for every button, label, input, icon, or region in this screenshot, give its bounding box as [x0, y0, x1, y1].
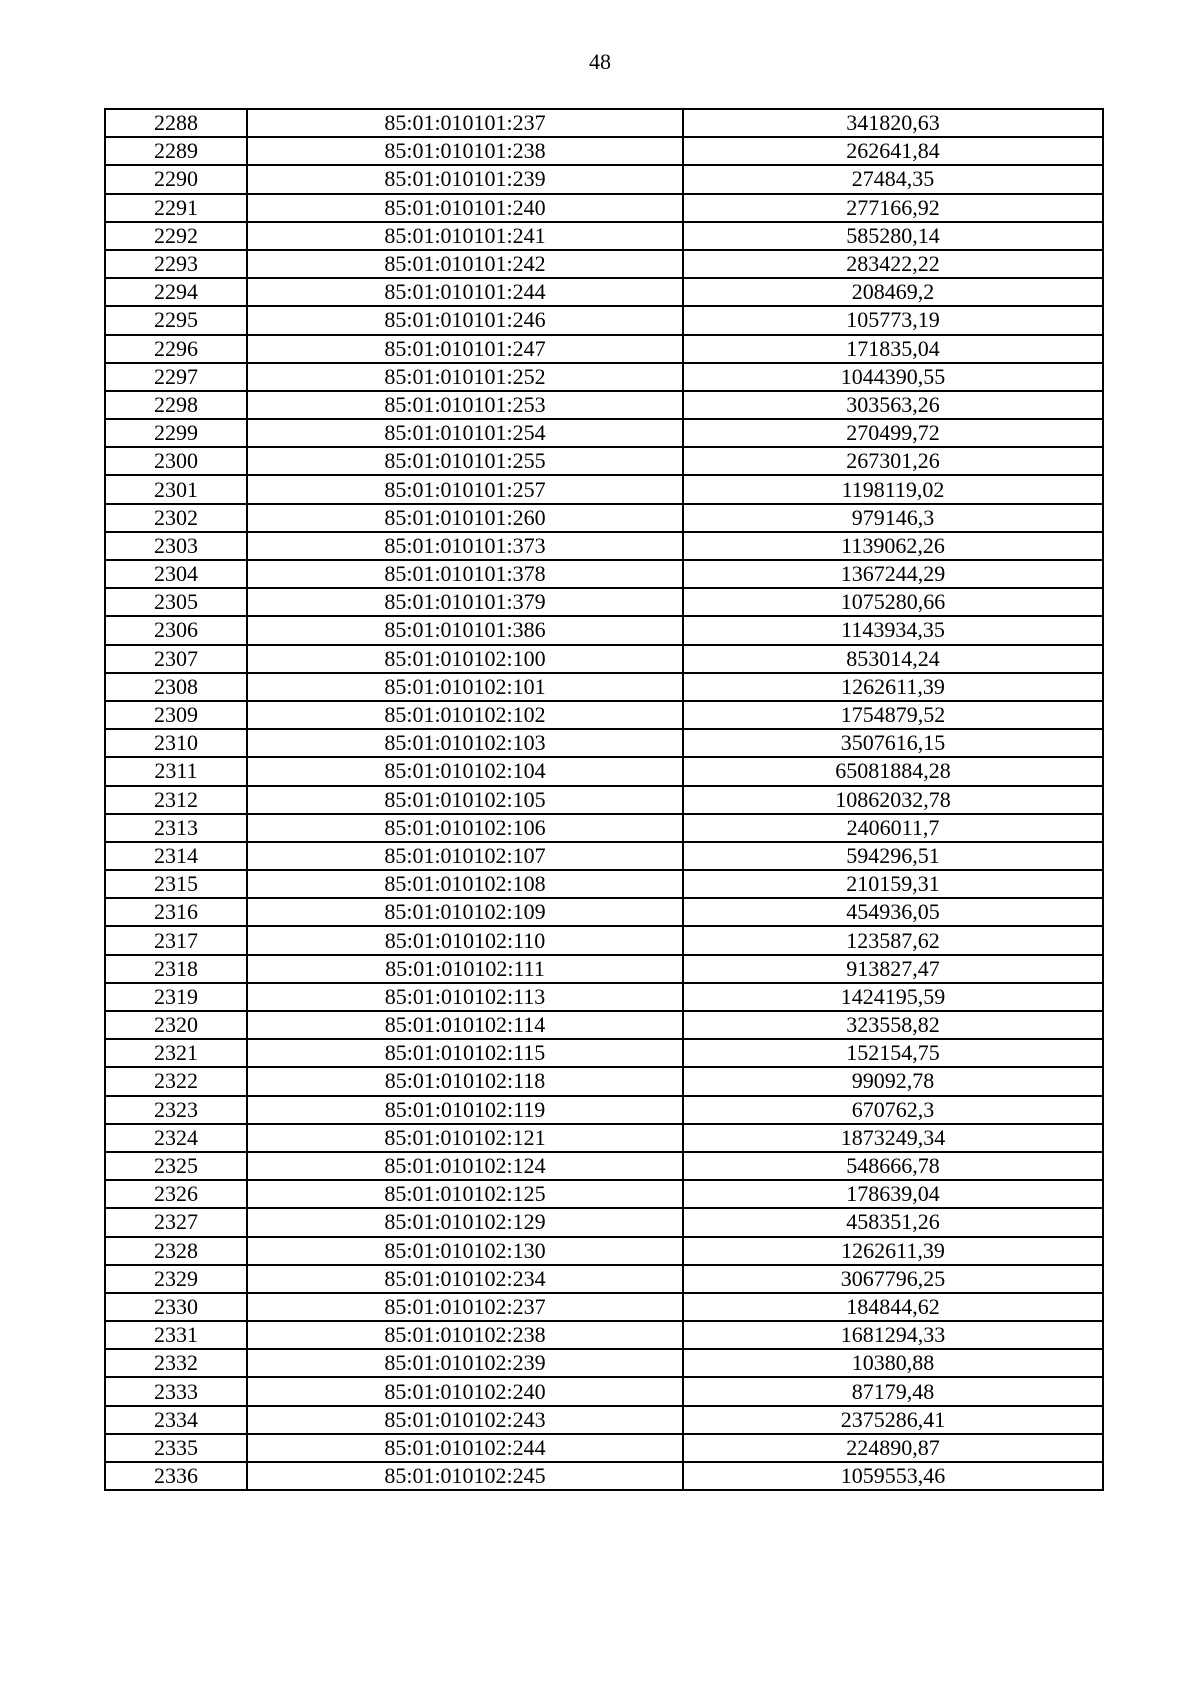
cadastral-number-cell: 85:01:010102:245: [247, 1462, 683, 1490]
cadastral-number-cell: 85:01:010102:103: [247, 729, 683, 757]
table-row: [105, 1265, 1103, 1293]
cadastral-number-cell: 85:01:010102:108: [247, 870, 683, 898]
cadastral-value-cell: 853014,24: [683, 645, 1103, 673]
table-row: [105, 786, 1103, 814]
table-row: [105, 673, 1103, 701]
row-number-cell: 2290: [105, 165, 247, 193]
cadastral-number-cell: 85:01:010102:111: [247, 955, 683, 983]
cadastral-number-cell: 85:01:010102:244: [247, 1434, 683, 1462]
table-row: [105, 898, 1103, 926]
cadastral-number-cell: 85:01:010101:237: [247, 109, 683, 137]
row-number-cell: 2312: [105, 786, 247, 814]
cadastral-value-cell: 1044390,55: [683, 363, 1103, 391]
row-number-cell: 2299: [105, 419, 247, 447]
table-row: [105, 391, 1103, 419]
row-number-cell: 2300: [105, 447, 247, 475]
cadastral-number-cell: 85:01:010102:100: [247, 645, 683, 673]
cadastral-number-cell: 85:01:010101:373: [247, 532, 683, 560]
table-row: [105, 137, 1103, 165]
cadastral-value-cell: 210159,31: [683, 870, 1103, 898]
cadastral-value-cell: 670762,3: [683, 1096, 1103, 1124]
cadastral-number-cell: 85:01:010102:102: [247, 701, 683, 729]
row-number-cell: 2331: [105, 1321, 247, 1349]
table-row: [105, 1208, 1103, 1236]
cadastral-value-cell: 27484,35: [683, 165, 1103, 193]
table-row: [105, 757, 1103, 785]
row-number-cell: 2297: [105, 363, 247, 391]
row-number-cell: 2328: [105, 1237, 247, 1265]
cadastral-value-cell: 208469,2: [683, 278, 1103, 306]
cadastral-value-cell: 2406011,7: [683, 814, 1103, 842]
cadastral-value-cell: 323558,82: [683, 1011, 1103, 1039]
row-number-cell: 2292: [105, 222, 247, 250]
table-row: [105, 532, 1103, 560]
cadastral-value-cell: 178639,04: [683, 1180, 1103, 1208]
table-row: [105, 983, 1103, 1011]
cadastral-number-cell: 85:01:010102:110: [247, 926, 683, 954]
cadastral-number-cell: 85:01:010102:109: [247, 898, 683, 926]
cadastral-value-cell: 594296,51: [683, 842, 1103, 870]
row-number-cell: 2306: [105, 616, 247, 644]
cadastral-value-cell: 1367244,29: [683, 560, 1103, 588]
cadastral-value-table: [104, 108, 1104, 1491]
table-row: [105, 447, 1103, 475]
row-number-cell: 2310: [105, 729, 247, 757]
row-number-cell: 2302: [105, 504, 247, 532]
table-row: [105, 335, 1103, 363]
cadastral-value-cell: 585280,14: [683, 222, 1103, 250]
cadastral-number-cell: 85:01:010101:247: [247, 335, 683, 363]
table-row: [105, 363, 1103, 391]
table-row: [105, 842, 1103, 870]
cadastral-value-cell: 1139062,26: [683, 532, 1103, 560]
table-row: [105, 222, 1103, 250]
cadastral-value-cell: 1262611,39: [683, 1237, 1103, 1265]
row-number-cell: 2314: [105, 842, 247, 870]
cadastral-value-cell: 341820,63: [683, 109, 1103, 137]
cadastral-value-cell: 283422,22: [683, 250, 1103, 278]
row-number-cell: 2319: [105, 983, 247, 1011]
row-number-cell: 2315: [105, 870, 247, 898]
row-number-cell: 2305: [105, 588, 247, 616]
row-number-cell: 2296: [105, 335, 247, 363]
row-number-cell: 2307: [105, 645, 247, 673]
cadastral-number-cell: 85:01:010101:379: [247, 588, 683, 616]
table-row: [105, 1096, 1103, 1124]
table-row: [105, 870, 1103, 898]
cadastral-value-cell: 303563,26: [683, 391, 1103, 419]
table-row: [105, 1237, 1103, 1265]
table-row: [105, 475, 1103, 503]
cadastral-value-cell: 1424195,59: [683, 983, 1103, 1011]
cadastral-value-cell: 105773,19: [683, 306, 1103, 334]
cadastral-number-cell: 85:01:010102:118: [247, 1067, 683, 1095]
table-row: [105, 1039, 1103, 1067]
cadastral-number-cell: 85:01:010102:119: [247, 1096, 683, 1124]
cadastral-number-cell: 85:01:010102:234: [247, 1265, 683, 1293]
cadastral-number-cell: 85:01:010102:114: [247, 1011, 683, 1039]
table-row: [105, 645, 1103, 673]
table-row: [105, 278, 1103, 306]
table-row: [105, 955, 1103, 983]
cadastral-number-cell: 85:01:010102:121: [247, 1124, 683, 1152]
row-number-cell: 2323: [105, 1096, 247, 1124]
cadastral-value-cell: 262641,84: [683, 137, 1103, 165]
table-row: [105, 1180, 1103, 1208]
cadastral-number-cell: 85:01:010101:238: [247, 137, 683, 165]
cadastral-value-cell: 1681294,33: [683, 1321, 1103, 1349]
row-number-cell: 2311: [105, 757, 247, 785]
cadastral-number-cell: 85:01:010101:253: [247, 391, 683, 419]
cadastral-number-cell: 85:01:010101:240: [247, 194, 683, 222]
cadastral-value-cell: 3507616,15: [683, 729, 1103, 757]
row-number-cell: 2291: [105, 194, 247, 222]
row-number-cell: 2324: [105, 1124, 247, 1152]
row-number-cell: 2301: [105, 475, 247, 503]
row-number-cell: 2318: [105, 955, 247, 983]
table-row: [105, 1434, 1103, 1462]
cadastral-value-cell: 1262611,39: [683, 673, 1103, 701]
row-number-cell: 2333: [105, 1377, 247, 1405]
cadastral-number-cell: 85:01:010102:130: [247, 1237, 683, 1265]
table-row: [105, 1152, 1103, 1180]
cadastral-value-cell: 152154,75: [683, 1039, 1103, 1067]
cadastral-number-cell: 85:01:010101:257: [247, 475, 683, 503]
cadastral-number-cell: 85:01:010102:107: [247, 842, 683, 870]
row-number-cell: 2304: [105, 560, 247, 588]
row-number-cell: 2336: [105, 1462, 247, 1490]
cadastral-value-cell: 2375286,41: [683, 1406, 1103, 1434]
table-row: [105, 1349, 1103, 1377]
table-row: [105, 194, 1103, 222]
row-number-cell: 2317: [105, 926, 247, 954]
cadastral-number-cell: 85:01:010101:241: [247, 222, 683, 250]
row-number-cell: 2330: [105, 1293, 247, 1321]
row-number-cell: 2316: [105, 898, 247, 926]
cadastral-value-cell: 277166,92: [683, 194, 1103, 222]
row-number-cell: 2288: [105, 109, 247, 137]
table-row: [105, 306, 1103, 334]
cadastral-value-cell: 87179,48: [683, 1377, 1103, 1405]
cadastral-number-cell: 85:01:010101:244: [247, 278, 683, 306]
cadastral-number-cell: 85:01:010101:378: [247, 560, 683, 588]
row-number-cell: 2320: [105, 1011, 247, 1039]
table-row: [105, 1321, 1103, 1349]
row-number-cell: 2335: [105, 1434, 247, 1462]
row-number-cell: 2334: [105, 1406, 247, 1434]
table-row: [105, 1067, 1103, 1095]
cadastral-value-cell: 267301,26: [683, 447, 1103, 475]
cadastral-number-cell: 85:01:010102:106: [247, 814, 683, 842]
cadastral-value-cell: 123587,62: [683, 926, 1103, 954]
row-number-cell: 2326: [105, 1180, 247, 1208]
row-number-cell: 2322: [105, 1067, 247, 1095]
cadastral-number-cell: 85:01:010101:386: [247, 616, 683, 644]
cadastral-number-cell: 85:01:010102:237: [247, 1293, 683, 1321]
cadastral-number-cell: 85:01:010101:242: [247, 250, 683, 278]
cadastral-value-table-wrapper: [104, 108, 1102, 1491]
cadastral-value-cell: 224890,87: [683, 1434, 1103, 1462]
cadastral-number-cell: 85:01:010102:125: [247, 1180, 683, 1208]
row-number-cell: 2332: [105, 1349, 247, 1377]
row-number-cell: 2289: [105, 137, 247, 165]
cadastral-value-cell: 1059553,46: [683, 1462, 1103, 1490]
row-number-cell: 2309: [105, 701, 247, 729]
row-number-cell: 2294: [105, 278, 247, 306]
cadastral-number-cell: 85:01:010102:129: [247, 1208, 683, 1236]
table-row: [105, 1406, 1103, 1434]
cadastral-number-cell: 85:01:010102:115: [247, 1039, 683, 1067]
row-number-cell: 2303: [105, 532, 247, 560]
cadastral-value-cell: 1754879,52: [683, 701, 1103, 729]
table-row: [105, 1293, 1103, 1321]
table-body: [105, 109, 1103, 1490]
cadastral-value-cell: 3067796,25: [683, 1265, 1103, 1293]
cadastral-value-cell: 1873249,34: [683, 1124, 1103, 1152]
cadastral-value-cell: 1075280,66: [683, 588, 1103, 616]
cadastral-value-cell: 454936,05: [683, 898, 1103, 926]
cadastral-value-cell: 1198119,02: [683, 475, 1103, 503]
table-row: [105, 616, 1103, 644]
row-number-cell: 2295: [105, 306, 247, 334]
table-row: [105, 588, 1103, 616]
cadastral-value-cell: 10862032,78: [683, 786, 1103, 814]
cadastral-number-cell: 85:01:010102:243: [247, 1406, 683, 1434]
page-number: 48: [589, 49, 611, 74]
row-number-cell: 2329: [105, 1265, 247, 1293]
table-row: [105, 504, 1103, 532]
table-row: [105, 419, 1103, 447]
table-row: [105, 814, 1103, 842]
table-row: [105, 109, 1103, 137]
cadastral-number-cell: 85:01:010102:101: [247, 673, 683, 701]
table-row: [105, 560, 1103, 588]
cadastral-value-cell: 10380,88: [683, 1349, 1103, 1377]
cadastral-number-cell: 85:01:010102:238: [247, 1321, 683, 1349]
cadastral-value-cell: 99092,78: [683, 1067, 1103, 1095]
cadastral-value-cell: 979146,3: [683, 504, 1103, 532]
cadastral-number-cell: 85:01:010101:254: [247, 419, 683, 447]
table-row: [105, 926, 1103, 954]
cadastral-number-cell: 85:01:010102:239: [247, 1349, 683, 1377]
table-row: [105, 250, 1103, 278]
cadastral-number-cell: 85:01:010102:104: [247, 757, 683, 785]
table-row: [105, 701, 1103, 729]
cadastral-value-cell: 171835,04: [683, 335, 1103, 363]
cadastral-number-cell: 85:01:010102:113: [247, 983, 683, 1011]
row-number-cell: 2321: [105, 1039, 247, 1067]
table-row: [105, 165, 1103, 193]
table-row: [105, 1124, 1103, 1152]
row-number-cell: 2298: [105, 391, 247, 419]
cadastral-number-cell: 85:01:010101:239: [247, 165, 683, 193]
cadastral-value-cell: 65081884,28: [683, 757, 1103, 785]
row-number-cell: 2313: [105, 814, 247, 842]
cadastral-value-cell: 913827,47: [683, 955, 1103, 983]
table-row: [105, 1011, 1103, 1039]
cadastral-value-cell: 548666,78: [683, 1152, 1103, 1180]
row-number-cell: 2308: [105, 673, 247, 701]
cadastral-number-cell: 85:01:010101:260: [247, 504, 683, 532]
cadastral-value-cell: 184844,62: [683, 1293, 1103, 1321]
cadastral-number-cell: 85:01:010101:246: [247, 306, 683, 334]
row-number-cell: 2327: [105, 1208, 247, 1236]
table-row: [105, 1462, 1103, 1490]
table-row: [105, 729, 1103, 757]
row-number-cell: 2325: [105, 1152, 247, 1180]
cadastral-value-cell: 270499,72: [683, 419, 1103, 447]
cadastral-number-cell: 85:01:010102:240: [247, 1377, 683, 1405]
cadastral-number-cell: 85:01:010101:252: [247, 363, 683, 391]
cadastral-number-cell: 85:01:010102:105: [247, 786, 683, 814]
table-row: [105, 1377, 1103, 1405]
cadastral-number-cell: 85:01:010101:255: [247, 447, 683, 475]
cadastral-number-cell: 85:01:010102:124: [247, 1152, 683, 1180]
row-number-cell: 2293: [105, 250, 247, 278]
cadastral-value-cell: 458351,26: [683, 1208, 1103, 1236]
cadastral-value-cell: 1143934,35: [683, 616, 1103, 644]
